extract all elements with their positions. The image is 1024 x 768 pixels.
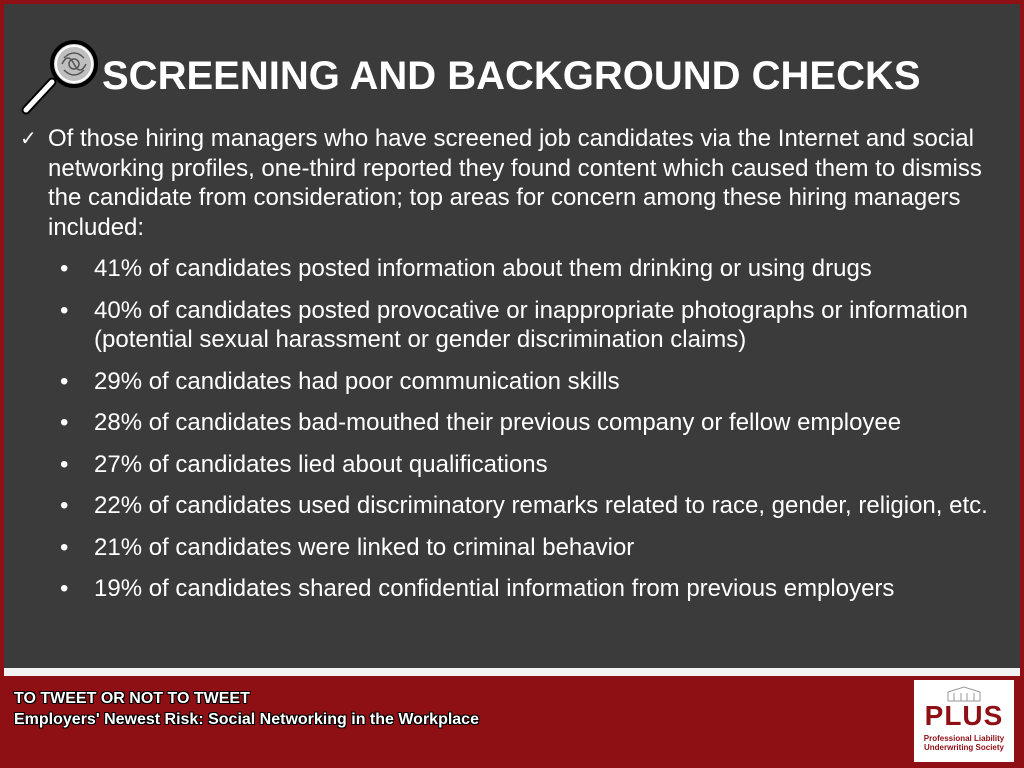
bullet-icon: • [60,296,69,324]
lead-paragraph [20,124,1010,242]
statistics-list [20,254,1010,604]
checkmark-icon: ✓ [20,128,37,150]
list-item: • 41% of candidates posted information about them drinking or using drugs [60,255,872,282]
bullet-icon: • [60,255,69,282]
logo-wordmark: PLUS [924,700,1004,731]
bullet-icon: • [60,492,69,519]
list-item: • 29% of candidates had poor communication skills [60,367,620,395]
bullet-icon: • [60,367,69,395]
bullet-icon: • [60,450,69,478]
list-item: • 21% of candidates were linked to criminal behavior [60,533,635,561]
list-item: • 40% of candidates posted provocative or inappropriate photographs or information (potential sexual harassment or gender discrimination claims) [60,296,968,353]
list-item: • 28% of candidates bad-mouthed their previous company or fellow employee [60,409,902,436]
list-item: • 19% of candidates shared confidential information from previous employers [60,575,895,602]
logo-line-1: Professional Liability [923,734,1005,743]
lead-text: Of those hiring managers who have screened job candidates via the Internet and social networking profiles, one-third reported they found content which caused them to dismiss the candidate from consideration; top areas for concern among these hiring managers included: [48,125,982,241]
slide-body [20,124,1010,616]
list-item: • 22% of candidates used discriminatory remarks related to race, gender, religion, etc. [60,492,988,519]
logo-line-2: Underwriting Society [923,743,1004,752]
plus-logo [914,680,1014,762]
magnifying-glass-icon [18,38,108,118]
slide-title: SCREENING AND BACKGROUND CHECKS [102,54,921,98]
footer-caption [14,688,479,730]
bullet-icon: • [60,409,69,436]
list-item: • 27% of candidates lied about qualifications [60,450,548,478]
footer-divider [4,668,1020,676]
footer-subtitle: Employers' Newest Risk: Social Networking in the Workplace [14,711,479,728]
footer-title: TO TWEET OR NOT TO TWEET [14,690,250,707]
bullet-icon: • [60,575,69,602]
bullet-icon: • [60,533,69,561]
